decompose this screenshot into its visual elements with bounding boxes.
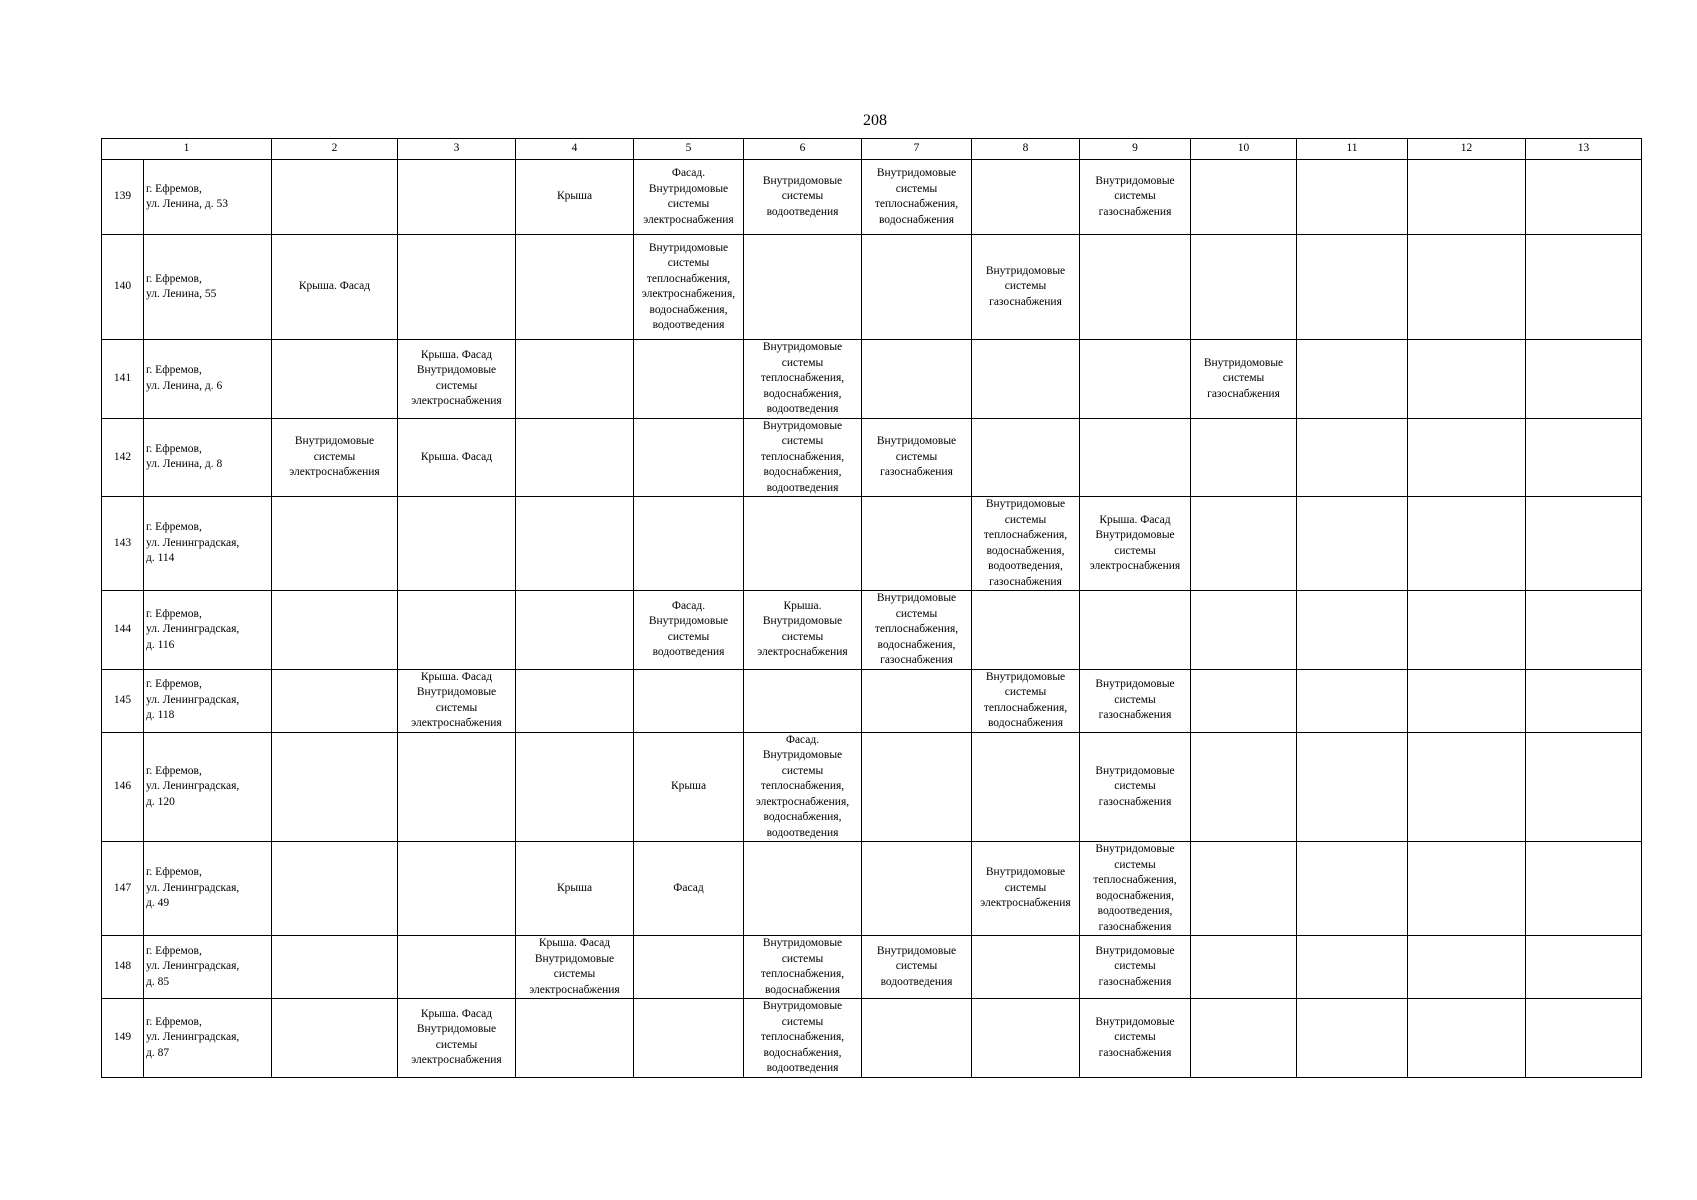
work-cell <box>1408 591 1526 670</box>
work-text: Внутридомовые системы теплоснабжения, водоснабжения, водоотведения, газоснабжения <box>983 498 1068 588</box>
work-cell <box>272 936 398 999</box>
work-cell <box>272 842 398 936</box>
work-cell <box>516 936 634 999</box>
work-cell <box>862 936 972 999</box>
work-cell <box>1408 340 1526 419</box>
work-cell <box>1191 732 1297 842</box>
row-number: 146 <box>102 732 144 842</box>
work-cell <box>634 160 744 235</box>
work-cell <box>1297 235 1408 340</box>
table-row <box>102 235 1642 340</box>
address-cell <box>144 160 272 235</box>
address-text: г. Ефремов, ул. Ленинградская, д. 118 <box>146 678 240 722</box>
work-cell <box>1408 160 1526 235</box>
table-row <box>102 497 1642 591</box>
work-cell <box>1408 497 1526 591</box>
work-cell <box>634 842 744 936</box>
work-cell <box>398 669 516 732</box>
work-cell <box>516 160 634 235</box>
work-cell <box>1191 669 1297 732</box>
work-cell <box>1080 160 1191 235</box>
work-cell <box>744 842 862 936</box>
header-cell: 5 <box>634 139 744 160</box>
work-cell <box>1080 418 1191 497</box>
work-cell <box>744 999 862 1078</box>
work-cell <box>972 497 1080 591</box>
work-cell <box>1526 497 1642 591</box>
work-cell <box>272 418 398 497</box>
work-cell <box>1526 669 1642 732</box>
work-cell <box>1191 591 1297 670</box>
header-cell: 13 <box>1526 139 1642 160</box>
work-cell <box>972 160 1080 235</box>
work-cell <box>1526 340 1642 419</box>
work-cell <box>744 160 862 235</box>
work-cell <box>1408 235 1526 340</box>
work-cell <box>272 999 398 1078</box>
work-cell <box>1080 235 1191 340</box>
work-text: Крыша. Фасад Внутридомовые системы электроснабжения <box>529 937 620 996</box>
work-cell <box>1408 418 1526 497</box>
work-text: Крыша. Фасад Внутридомовые системы электроснабжения <box>1089 513 1181 572</box>
address-cell <box>144 732 272 842</box>
work-text: Внутридомовые системы водоотведения <box>876 944 957 988</box>
table-row <box>102 160 1642 235</box>
work-text: Внутридомовые системы теплоснабжения, водоснабжения, газоснабжения <box>874 592 959 666</box>
work-cell <box>744 497 862 591</box>
work-text: Внутридомовые системы электроснабжения <box>980 866 1071 910</box>
work-cell <box>1297 591 1408 670</box>
work-cell <box>1080 842 1191 936</box>
work-cell <box>1526 842 1642 936</box>
header-cell: 6 <box>744 139 862 160</box>
work-cell <box>744 936 862 999</box>
address-text: г. Ефремов, ул. Ленина, д. 53 <box>146 182 228 210</box>
work-cell <box>516 497 634 591</box>
work-cell <box>634 340 744 419</box>
header-cell: 10 <box>1191 139 1297 160</box>
work-text: Крыша. Фасад <box>420 450 493 463</box>
header-cell: 2 <box>272 139 398 160</box>
work-cell <box>272 732 398 842</box>
header-cell: 3 <box>398 139 516 160</box>
table-row <box>102 418 1642 497</box>
work-cell <box>1080 999 1191 1078</box>
table-row <box>102 669 1642 732</box>
work-text: Внутридомовые системы водоотведения <box>762 174 843 218</box>
work-text: Внутридомовые системы теплоснабжения, водоснабжения, водоотведения <box>760 419 845 494</box>
work-cell <box>398 340 516 419</box>
work-text: Крыша. Фасад Внутридомовые системы электроснабжения <box>411 348 502 408</box>
work-cell <box>272 235 398 340</box>
header-cell: 9 <box>1080 139 1191 160</box>
address-cell <box>144 418 272 497</box>
work-cell <box>972 732 1080 842</box>
work-cell <box>516 669 634 732</box>
work-cell <box>1526 160 1642 235</box>
work-cell <box>516 842 634 936</box>
work-cell <box>972 669 1080 732</box>
address-cell <box>144 340 272 419</box>
row-number: 140 <box>102 235 144 340</box>
work-cell <box>516 591 634 670</box>
work-text: Крыша. Фасад <box>298 280 371 293</box>
work-cell <box>972 235 1080 340</box>
work-cell <box>1297 160 1408 235</box>
address-cell <box>144 842 272 936</box>
address-text: г. Ефремов, ул. Ленинградская, д. 116 <box>146 607 240 651</box>
row-number: 144 <box>102 591 144 670</box>
work-text: Внутридомовые системы теплоснабжения, водоснабжения, водоотведения, газоснабжения <box>1093 843 1177 933</box>
header-cell: 4 <box>516 139 634 160</box>
work-cell <box>1526 936 1642 999</box>
work-cell <box>634 732 744 842</box>
work-cell <box>1297 497 1408 591</box>
address-cell <box>144 591 272 670</box>
work-cell <box>634 497 744 591</box>
work-cell <box>1191 340 1297 419</box>
work-cell <box>1526 999 1642 1078</box>
table-row <box>102 591 1642 670</box>
work-cell <box>398 497 516 591</box>
header-cell: 8 <box>972 139 1080 160</box>
work-cell <box>862 842 972 936</box>
work-text: Внутридомовые системы теплоснабжения, водоснабжения, водоотведения <box>760 1000 845 1074</box>
work-text: Крыша. Фасад Внутридомовые системы электроснабжения <box>411 670 502 729</box>
table-body <box>102 160 1642 1078</box>
work-cell <box>1297 340 1408 419</box>
work-text: Внутридомовые системы газоснабжения <box>1095 174 1175 218</box>
work-cell <box>272 591 398 670</box>
work-text: Внутридомовые системы газоснабжения <box>985 264 1066 308</box>
work-cell <box>1080 732 1191 842</box>
work-text: Внутридомовые системы газоснабжения <box>1095 678 1175 722</box>
work-text: Внутридомовые системы теплоснабжения, водоснабжения <box>874 167 959 226</box>
work-cell <box>862 418 972 497</box>
work-cell <box>1191 160 1297 235</box>
row-number: 148 <box>102 936 144 999</box>
work-cell <box>398 732 516 842</box>
work-text: Внутридомовые системы теплоснабжения, водоснабжения <box>983 670 1068 729</box>
work-cell <box>272 160 398 235</box>
row-number: 149 <box>102 999 144 1078</box>
work-cell <box>634 418 744 497</box>
work-cell <box>862 160 972 235</box>
work-text: Крыша <box>556 881 593 894</box>
work-cell <box>1408 936 1526 999</box>
work-cell <box>1297 936 1408 999</box>
work-cell <box>272 497 398 591</box>
address-cell <box>144 669 272 732</box>
work-cell <box>862 591 972 670</box>
work-text: Крыша. Внутридомовые системы электроснабжения <box>757 599 848 659</box>
work-cell <box>516 235 634 340</box>
repair-schedule-table <box>101 138 1642 1078</box>
work-text: Внутридомовые системы теплоснабжения, водоснабжения <box>760 937 845 996</box>
work-cell <box>1526 418 1642 497</box>
row-number: 139 <box>102 160 144 235</box>
row-number: 142 <box>102 418 144 497</box>
work-text: Внутридомовые системы газоснабжения <box>1095 764 1175 808</box>
table-row <box>102 340 1642 419</box>
address-text: г. Ефремов, ул. Ленинградская, д. 85 <box>146 944 240 988</box>
address-text: г. Ефремов, ул. Ленинградская, д. 49 <box>146 866 240 910</box>
header-cell: 12 <box>1408 139 1526 160</box>
work-text: Крыша. Фасад Внутридомовые системы электроснабжения <box>411 1007 502 1067</box>
work-cell <box>862 669 972 732</box>
work-cell <box>744 591 862 670</box>
address-text: г. Ефремов, ул. Ленина, 55 <box>146 272 217 300</box>
address-cell <box>144 497 272 591</box>
work-cell <box>398 591 516 670</box>
table-row <box>102 936 1642 999</box>
address-cell <box>144 936 272 999</box>
work-cell <box>516 340 634 419</box>
work-cell <box>634 936 744 999</box>
table-row <box>102 999 1642 1078</box>
work-cell <box>398 235 516 340</box>
work-cell <box>972 936 1080 999</box>
work-cell <box>1191 936 1297 999</box>
work-text: Внутридомовые системы теплоснабжения, электроснабжения, водоснабжения, водоотведения <box>641 241 736 331</box>
work-cell <box>516 418 634 497</box>
work-cell <box>972 340 1080 419</box>
work-text: Внутридомовые системы теплоснабжения, водоснабжения, водоотведения <box>760 341 845 415</box>
work-text: Крыша <box>556 190 593 203</box>
work-cell <box>1408 999 1526 1078</box>
work-cell <box>1191 235 1297 340</box>
work-cell <box>1526 235 1642 340</box>
work-text: Внутридомовые системы газоснабжения <box>1203 356 1284 400</box>
work-cell <box>862 235 972 340</box>
work-cell <box>634 591 744 670</box>
work-cell <box>862 999 972 1078</box>
work-cell <box>1408 732 1526 842</box>
page-number: 208 <box>863 112 887 129</box>
work-cell <box>634 235 744 340</box>
address-text: г. Ефремов, ул. Ленинградская, д. 114 <box>146 521 240 565</box>
work-text: Внутридомовые системы электроснабжения <box>289 435 380 478</box>
work-text: Внутридомовые системы газоснабжения <box>1095 944 1175 988</box>
address-text: г. Ефремов, ул. Ленинградская, д. 87 <box>146 1015 240 1059</box>
work-cell <box>744 340 862 419</box>
address-text: г. Ефремов, ул. Ленина, д. 6 <box>146 364 223 392</box>
work-cell <box>634 669 744 732</box>
work-cell <box>972 418 1080 497</box>
work-cell <box>1297 842 1408 936</box>
work-cell <box>1080 340 1191 419</box>
address-cell <box>144 235 272 340</box>
work-cell <box>862 732 972 842</box>
work-cell <box>634 999 744 1078</box>
work-cell <box>1080 591 1191 670</box>
header-cell: 1 <box>102 139 272 160</box>
work-cell <box>1080 669 1191 732</box>
work-text: Фасад. Внутридомовые системы теплоснабжения, электроснабжения, водоснабжения, водоотведения <box>755 733 850 839</box>
work-cell <box>272 669 398 732</box>
work-cell <box>1080 497 1191 591</box>
work-cell <box>744 669 862 732</box>
work-cell <box>1408 842 1526 936</box>
work-cell <box>1297 669 1408 732</box>
work-cell <box>972 591 1080 670</box>
work-cell <box>1297 732 1408 842</box>
row-number: 147 <box>102 842 144 936</box>
work-text: Внутридомовые системы газоснабжения <box>876 435 957 478</box>
work-cell <box>1191 418 1297 497</box>
table-row <box>102 732 1642 842</box>
header-row <box>102 139 1642 160</box>
work-cell <box>398 842 516 936</box>
row-number: 143 <box>102 497 144 591</box>
work-cell <box>398 418 516 497</box>
work-cell <box>398 936 516 999</box>
work-cell <box>1297 418 1408 497</box>
work-cell <box>516 732 634 842</box>
work-cell <box>1526 732 1642 842</box>
work-cell <box>972 842 1080 936</box>
work-text: Фасад <box>673 881 704 894</box>
work-text: Внутридомовые системы газоснабжения <box>1095 1015 1175 1059</box>
work-text: Фасад. Внутридомовые системы электроснабжения <box>643 167 734 226</box>
table-header <box>102 139 1642 160</box>
work-cell <box>1191 999 1297 1078</box>
work-cell <box>1080 936 1191 999</box>
work-cell <box>1191 497 1297 591</box>
work-cell <box>398 999 516 1078</box>
row-number: 141 <box>102 340 144 419</box>
work-cell <box>1191 842 1297 936</box>
row-number: 145 <box>102 669 144 732</box>
work-cell <box>1526 591 1642 670</box>
work-cell <box>272 340 398 419</box>
work-cell <box>862 497 972 591</box>
work-cell <box>1297 999 1408 1078</box>
address-text: г. Ефремов, ул. Ленина, д. 8 <box>146 442 223 471</box>
work-cell <box>1408 669 1526 732</box>
header-cell: 7 <box>862 139 972 160</box>
work-cell <box>744 235 862 340</box>
work-cell <box>744 732 862 842</box>
address-text: г. Ефремов, ул. Ленинградская, д. 120 <box>146 764 240 808</box>
work-cell <box>516 999 634 1078</box>
header-cell: 11 <box>1297 139 1408 160</box>
work-cell <box>398 160 516 235</box>
address-cell <box>144 999 272 1078</box>
work-text: Крыша <box>670 780 707 792</box>
work-cell <box>862 340 972 419</box>
work-text: Фасад. Внутридомовые системы водоотведения <box>648 599 729 659</box>
table-row <box>102 842 1642 936</box>
work-cell <box>972 999 1080 1078</box>
work-cell <box>744 418 862 497</box>
